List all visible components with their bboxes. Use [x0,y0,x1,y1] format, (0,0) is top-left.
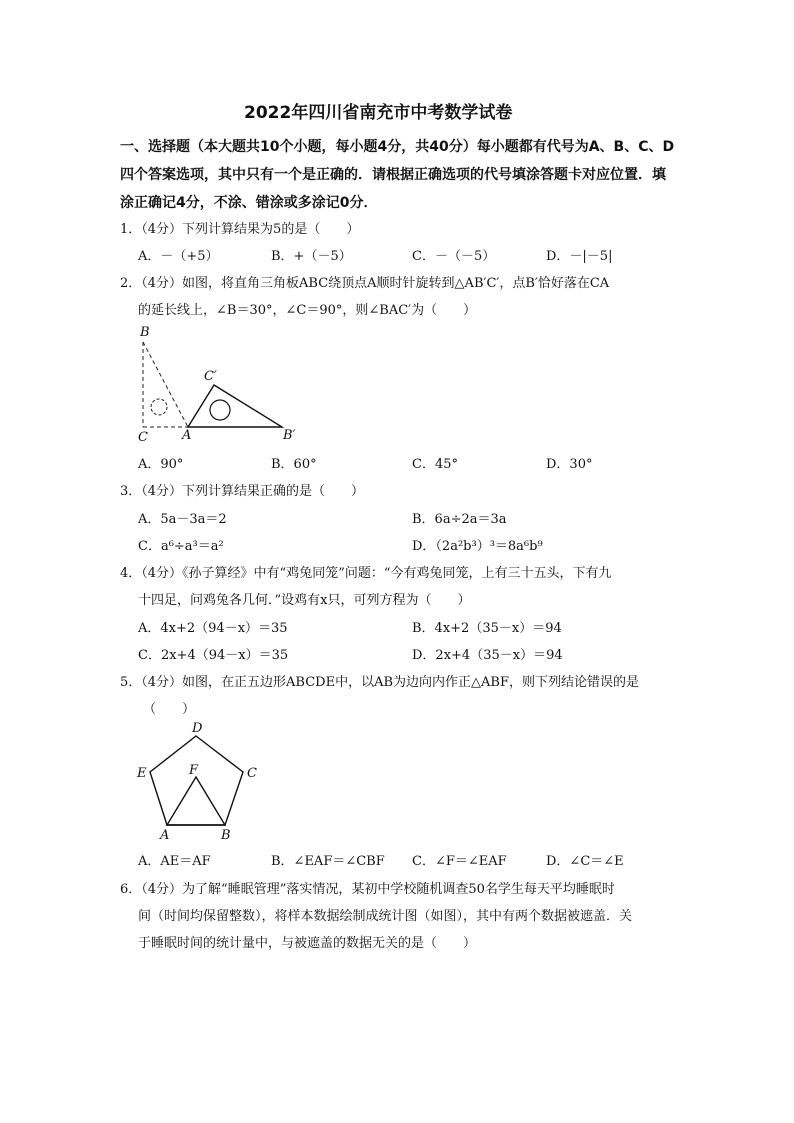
triangle-abf [167,777,225,825]
label-b: B [140,325,150,340]
triangle-ab-prime-c-prime-hole [210,400,230,420]
question-4-option-b: B．4x+2（35－x）＝94 [412,621,562,636]
question-6-stem-line-3: 于睡眠时间的统计量中，与被遮盖的数据无关的是（ ） [138,936,477,951]
question-5-option-a: A．AE＝AF [138,854,211,869]
section-header-line-1: 一、选择题（本大题共10个小题，每小题4分，共40分）每小题都有代号为A、B、C、D [120,139,675,155]
label-c: C [247,766,257,781]
triangle-abc-hole [151,399,167,415]
question-5-option-d: D．∠C＝∠E [546,854,624,869]
question-4-stem-line-1: 4．（4分）《孙子算经》中有“鸡兔同笼”问题：“今有鸡兔同笼，上有三十五头，下有九 [120,566,612,581]
triangle-ab-prime-c-prime [188,385,282,427]
question-6-stem-line-1: 6．（4分）为了解“睡眠管理”落实情况，某初中学校随机调查50名学生每天平均睡眠时 [120,882,615,897]
triangle-abc-side-ab [143,342,188,427]
question-3-option-c: C．a⁶÷a³＝a² [138,539,224,554]
question-1-option-c: C．－（－5） [412,249,496,264]
question-4-stem-line-2: 十四足，问鸡兔各几何．”设鸡有x只，可列方程为（ ） [138,593,471,608]
question-2-stem-line-2: 的延长线上，∠B＝30°，∠C＝90°，则∠BAC′为（ ） [138,303,477,318]
triangle-rotation-figure [130,320,310,445]
label-c-prime: C′ [204,369,217,384]
question-4-option-a: A．4x+2（94－x）＝35 [138,621,288,636]
section-header-line-3: 涂正确记4分，不涂、错涂或多涂记0分． [120,195,378,211]
question-2-option-c: C．45° [412,457,458,472]
question-2-option-b: B．60° [271,457,317,472]
label-b-prime: B′ [283,428,296,443]
pentagon-abcde [150,736,243,825]
question-5-option-b: B．∠EAF＝∠CBF [271,854,385,869]
label-d: D [192,721,203,736]
question-1-option-a: A．－（+5） [138,249,219,264]
label-c: C [138,430,148,445]
question-6-stem-line-2: 间（时间均保留整数），将样本数据绘制成统计图（如图），其中有两个数据被遮盖．关 [138,909,633,924]
question-1-option-b: B．+（－5） [271,249,352,264]
label-e: E [137,766,147,781]
label-a: A [160,828,170,843]
label-b: B [221,828,231,843]
question-1-option-d: D．－|－5| [546,249,613,264]
question-4-option-c: C．2x+4（94－x）＝35 [138,648,289,663]
question-2-option-d: D．30° [546,457,593,472]
question-2-stem-line-1: 2．（4分）如图，将直角三角板ABC绕顶点A顺时针旋转到△AB′C′，点B′恰好落在CA [120,276,610,291]
question-3-stem: 3．（4分）下列计算结果正确的是（ ） [120,484,365,499]
question-5-option-c: C．∠F＝∠EAF [412,854,507,869]
question-3-option-a: A．5a－3a＝2 [138,512,227,527]
question-3-option-d: D．（2a²b³）³＝8a⁶b⁹ [412,539,543,554]
section-header-line-2: 四个答案选项，其中只有一个是正确的．请根据正确选项的代号填涂答题卡对应位置．填 [120,167,666,183]
regular-pentagon-figure [130,718,270,843]
question-1-stem: 1．（4分）下列计算结果为5的是（ ） [120,222,360,237]
question-3-option-b: B．6a÷2a＝3a [412,512,507,527]
page-title: 2022年四川省南充市中考数学试卷 [244,103,513,123]
question-5-stem-line-1: 5．（4分）如图，在正五边形ABCDE中，以AB为边向内作正△ABF，则下列结论错误的是 [120,675,639,690]
question-5-stem-line-2: （ ） [143,702,196,717]
label-f: F [189,763,199,778]
label-a: A [182,428,192,443]
question-4-option-d: D．2x+4（35－x）＝94 [412,648,563,663]
question-2-option-a: A．90° [138,457,184,472]
